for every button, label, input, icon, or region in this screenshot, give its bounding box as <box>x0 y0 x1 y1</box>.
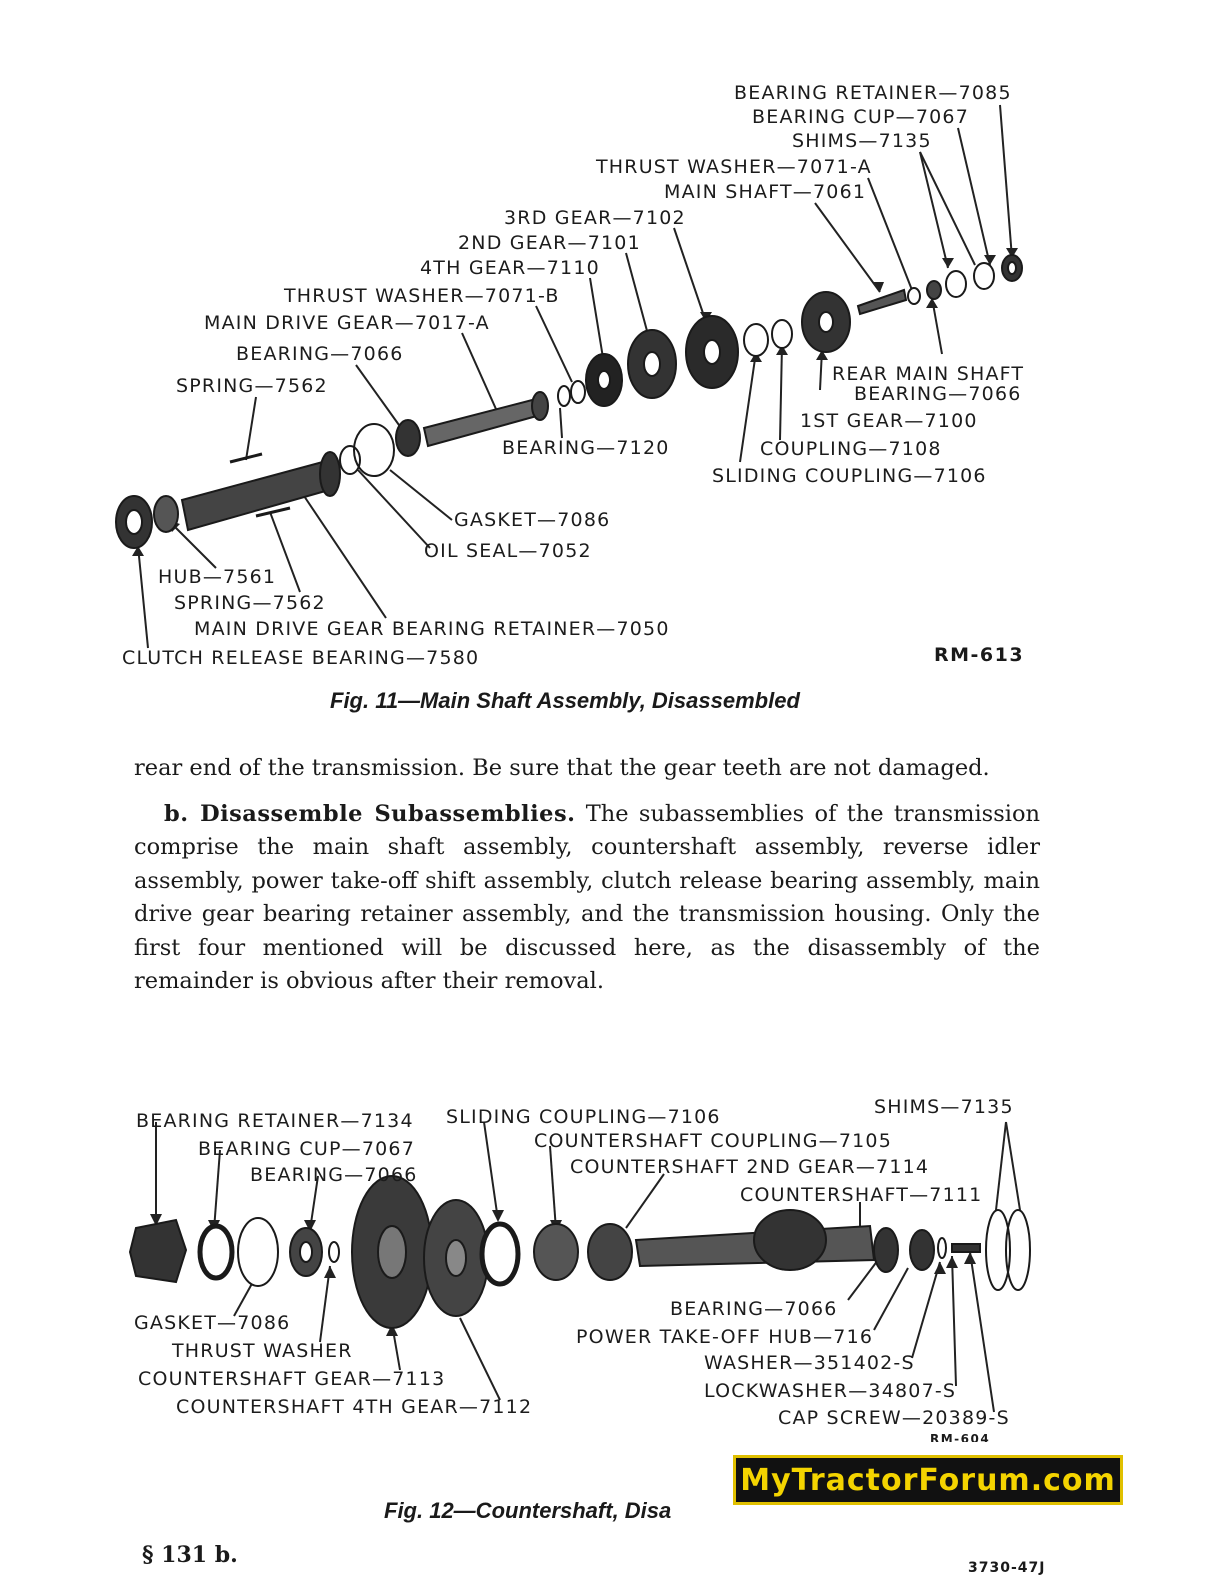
label-coupling-7108: COUPLING—7108 <box>760 438 942 460</box>
label-hub-7561: HUB—7561 <box>158 566 277 588</box>
label-bearing-cup-7067: BEARING CUP—7067 <box>752 106 970 128</box>
label-gasket-7086: GASKET—7086 <box>134 1312 291 1334</box>
figure-11-caption: Fig. 11—Main Shaft Assembly, Disassembled <box>330 688 800 713</box>
label-1st-gear-7100: 1ST GEAR—7100 <box>800 410 978 432</box>
label-gasket-7086: GASKET—7086 <box>454 509 611 531</box>
paragraph-2 <box>134 798 1040 999</box>
mytractorforum-banner-logo: MyTractorForum.com <box>733 1455 1123 1505</box>
label-shims-7135: SHIMS—7135 <box>792 130 932 152</box>
figure-code: RM-613 <box>934 644 1025 666</box>
label-countershaft-4th-gear-7112: COUNTERSHAFT 4TH GEAR—7112 <box>176 1396 533 1418</box>
label-thrust-washer-7071b: THRUST WASHER—7071-B <box>284 285 560 307</box>
label-4th-gear-7110: 4TH GEAR—7110 <box>420 257 600 279</box>
figure-11-main-shaft <box>0 0 1224 740</box>
label-thrust-washer-7071a: THRUST WASHER—7071-A <box>596 156 872 178</box>
label-bearing-retainer-7085: BEARING RETAINER—7085 <box>734 82 1012 104</box>
body-text <box>134 752 1040 999</box>
label-oil-seal-7052: OIL SEAL—7052 <box>424 540 592 562</box>
label-bearing-7066-a: BEARING—7066 <box>250 1164 418 1186</box>
label-shims-7135: SHIMS—7135 <box>874 1096 1014 1118</box>
label-washer-351402s: WASHER—351402-S <box>704 1352 915 1374</box>
label-countershaft-2nd-gear-7114: COUNTERSHAFT 2ND GEAR—7114 <box>570 1156 930 1178</box>
label-sliding-coupling-7106: SLIDING COUPLING—7106 <box>712 465 987 487</box>
label-main-drive-gear-bearing-retainer-7050: MAIN DRIVE GEAR BEARING RETAINER—7050 <box>194 618 670 640</box>
paragraph-2-body: The subassemblies of the transmission comprise the main shaft assembly, countershaft assembly, reverse idler assembly, power take-off shift assembly, clutch release bearing assembly, main drive gear bearing retainer assembly, and the transmission housing. Only the first four mentioned will be discussed here, as the disassembly of the remainder is obvious after their removal. <box>134 800 1040 994</box>
label-countershaft-coupling-7105: COUNTERSHAFT COUPLING—7105 <box>534 1130 893 1152</box>
label-bearing-7066-a: BEARING—7066 <box>236 343 404 365</box>
label-bearing-7066-b: BEARING—7066 <box>670 1298 838 1320</box>
label-bearing-cup-7067: BEARING CUP—7067 <box>198 1138 416 1160</box>
label-rear-bearing-7066: BEARING—7066 <box>854 383 1022 405</box>
label-countershaft-gear-7113: COUNTERSHAFT GEAR—7113 <box>138 1368 446 1390</box>
label-2nd-gear-7101: 2ND GEAR—7101 <box>458 232 641 254</box>
label-thrust-washer: THRUST WASHER <box>172 1340 353 1362</box>
label-spring-7562-b: SPRING—7562 <box>174 592 326 614</box>
label-spring-7562-a: SPRING—7562 <box>176 375 328 397</box>
figure-code-partial: RM-604 <box>930 1432 991 1442</box>
label-3rd-gear-7102: 3RD GEAR—7102 <box>504 207 686 229</box>
figure-12-caption: Fig. 12—Countershaft, Disa <box>384 1498 672 1523</box>
paragraph-1: rear end of the transmission. Be sure that the gear teeth are not damaged. <box>134 755 990 781</box>
label-bearing-retainer-7134: BEARING RETAINER—7134 <box>136 1110 414 1132</box>
document-code: 3730-47J <box>968 1560 1046 1576</box>
label-main-shaft-7061: MAIN SHAFT—7061 <box>664 181 867 203</box>
label-rear-main-shaft: REAR MAIN SHAFT <box>832 363 1025 385</box>
label-countershaft-7111: COUNTERSHAFT—7111 <box>740 1184 983 1206</box>
label-cap-screw-20389s: CAP SCREW—20389-S <box>778 1407 1010 1429</box>
subheading-disassemble-subassemblies: b. Disassemble Subassemblies. <box>164 800 576 827</box>
label-main-drive-gear-7017a: MAIN DRIVE GEAR—7017-A <box>204 312 490 334</box>
label-lockwasher-34807s: LOCKWASHER—34807-S <box>704 1380 957 1402</box>
label-sliding-coupling-7106: SLIDING COUPLING—7106 <box>446 1106 721 1128</box>
label-power-take-off-hub-716: POWER TAKE-OFF HUB—716 <box>576 1326 874 1348</box>
label-clutch-release-bearing-7580: CLUTCH RELEASE BEARING—7580 <box>122 647 480 669</box>
label-bearing-7120: BEARING—7120 <box>502 437 670 459</box>
section-mark: § 131 b. <box>142 1542 238 1568</box>
